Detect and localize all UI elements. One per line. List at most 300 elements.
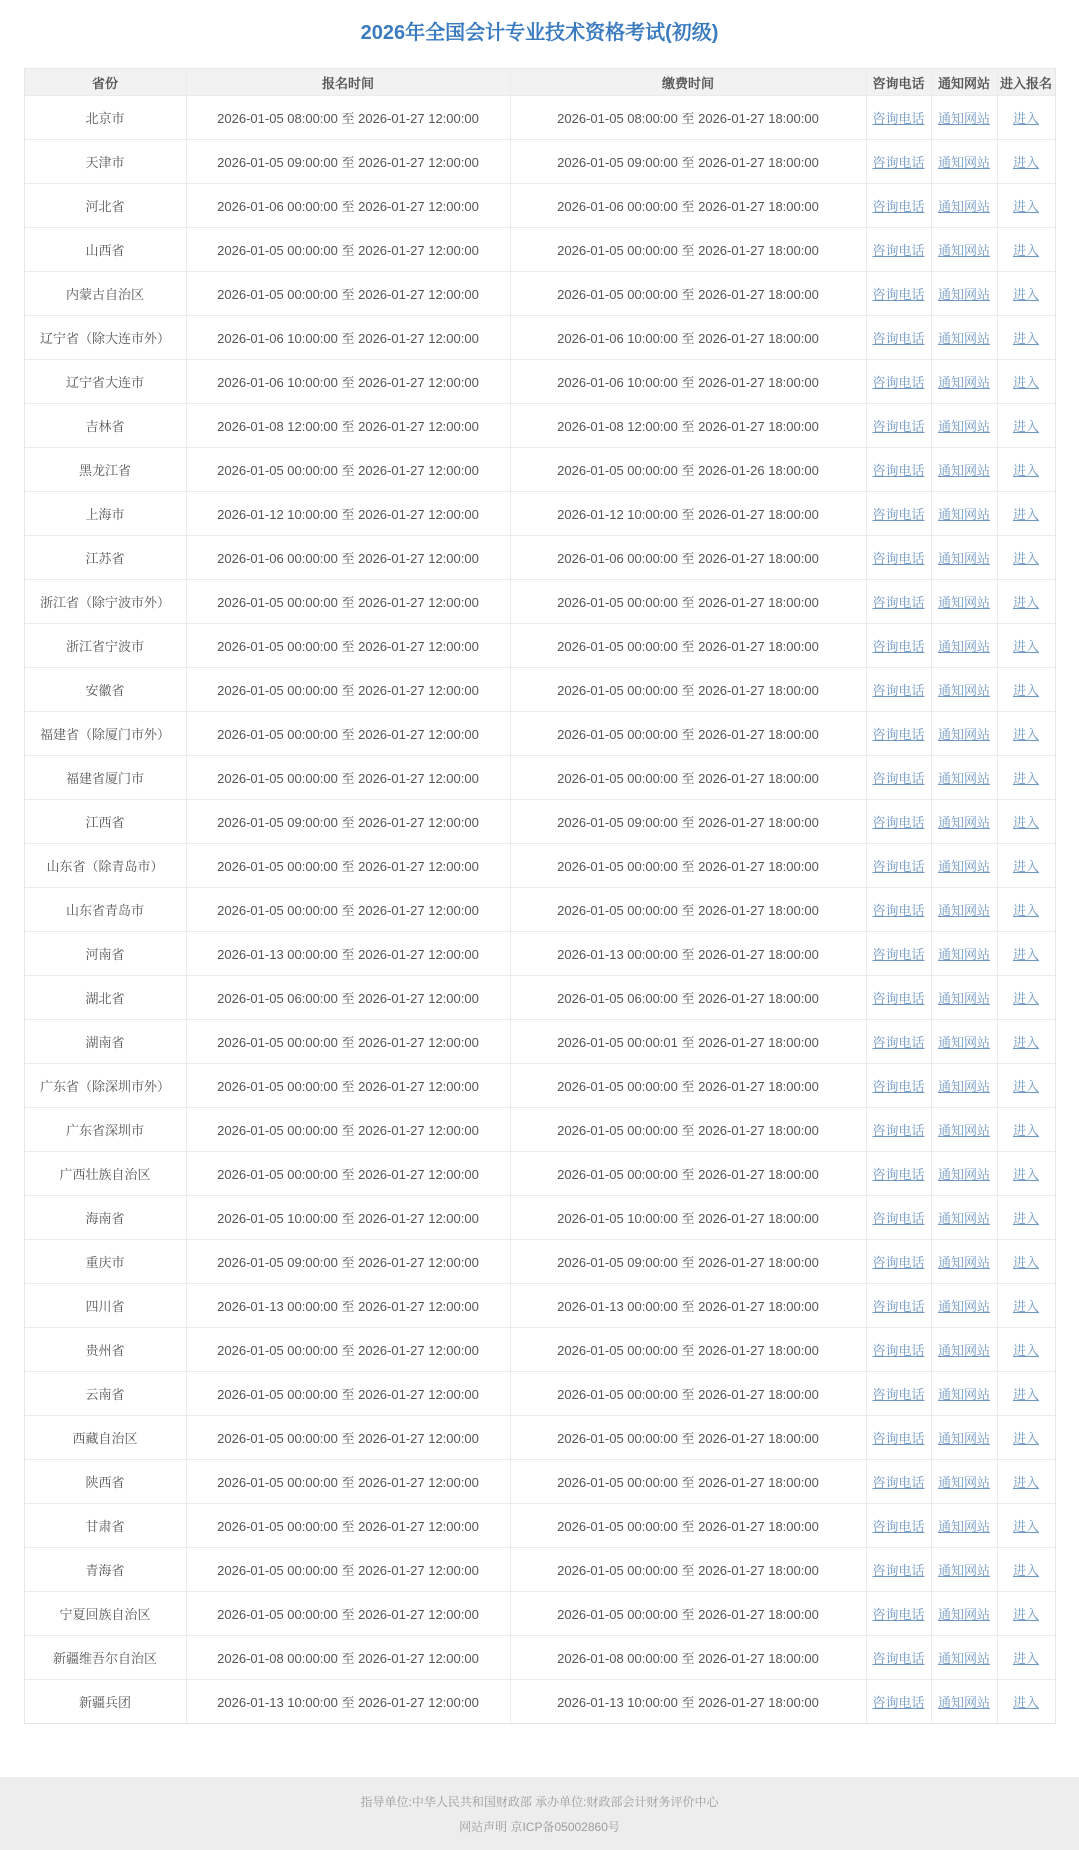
consult-phone-link[interactable]: 咨询电话	[872, 1431, 925, 1446]
payment-time-cell: 2026-01-05 00:00:00 至 2026-01-27 18:00:00	[511, 668, 867, 711]
notice-website-link[interactable]: 通知网站	[937, 507, 990, 522]
enter-registration-link[interactable]: 进入	[1012, 1475, 1039, 1490]
table-row	[25, 931, 1055, 975]
notice-website-link[interactable]: 通知网站	[937, 991, 990, 1006]
notice-website-link[interactable]: 通知网站	[937, 1695, 990, 1710]
enter-registration-link[interactable]: 进入	[1012, 243, 1039, 258]
consult-phone-link[interactable]: 咨询电话	[872, 111, 925, 126]
province-cell: 河南省	[25, 932, 187, 975]
consult-phone-link[interactable]: 咨询电话	[872, 287, 925, 302]
payment-time-cell: 2026-01-08 00:00:00 至 2026-01-27 18:00:00	[511, 1636, 867, 1679]
table-row	[25, 535, 1055, 579]
enter-registration-link-cell	[998, 1680, 1055, 1723]
consult-phone-link[interactable]: 咨询电话	[872, 463, 925, 478]
enter-registration-link[interactable]: 进入	[1012, 1299, 1039, 1314]
enter-registration-link-cell	[998, 1020, 1055, 1063]
table-row	[25, 139, 1055, 183]
registration-time-cell: 2026-01-05 00:00:00 至 2026-01-27 12:00:00	[187, 624, 511, 667]
notice-website-link-cell	[932, 976, 998, 1019]
table-body	[25, 95, 1055, 1723]
registration-time-cell: 2026-01-05 00:00:00 至 2026-01-27 12:00:00	[187, 228, 511, 271]
notice-website-link-cell	[932, 1240, 998, 1283]
notice-website-link[interactable]: 通知网站	[937, 1651, 990, 1666]
enter-registration-link-cell	[998, 492, 1055, 535]
payment-time-cell: 2026-01-12 10:00:00 至 2026-01-27 18:00:00	[511, 492, 867, 535]
notice-website-link[interactable]: 通知网站	[937, 463, 990, 478]
consult-phone-link[interactable]: 咨询电话	[872, 1299, 925, 1314]
province-cell: 四川省	[25, 1284, 187, 1327]
enter-registration-link[interactable]: 进入	[1012, 551, 1039, 566]
notice-website-link[interactable]: 通知网站	[937, 287, 990, 302]
registration-time-cell: 2026-01-05 00:00:00 至 2026-01-27 12:00:00	[187, 272, 511, 315]
consult-phone-link[interactable]: 咨询电话	[872, 595, 925, 610]
notice-website-link-cell	[932, 1680, 998, 1723]
table-row	[25, 1547, 1055, 1591]
enter-registration-link[interactable]: 进入	[1012, 1255, 1039, 1270]
consult-phone-link-cell	[867, 272, 932, 315]
consult-phone-link-cell	[867, 184, 932, 227]
consult-phone-link-cell	[867, 1240, 932, 1283]
notice-website-link-cell	[932, 1196, 998, 1239]
consult-phone-link[interactable]: 咨询电话	[872, 155, 925, 170]
payment-time-cell: 2026-01-05 00:00:00 至 2026-01-27 18:00:00	[511, 1328, 867, 1371]
consult-phone-link[interactable]: 咨询电话	[872, 1035, 925, 1050]
registration-time-cell: 2026-01-05 00:00:00 至 2026-01-27 12:00:00	[187, 1328, 511, 1371]
consult-phone-link-cell	[867, 448, 932, 491]
site-statement-link[interactable]: 网站声明	[459, 1820, 508, 1834]
table-row	[25, 1151, 1055, 1195]
consult-phone-link-cell	[867, 1372, 932, 1415]
consult-phone-link[interactable]: 咨询电话	[872, 199, 925, 214]
table-header-row	[25, 69, 1055, 95]
province-cell: 北京市	[25, 96, 187, 139]
payment-time-cell: 2026-01-05 00:00:00 至 2026-01-27 18:00:00	[511, 1592, 867, 1635]
notice-website-link-cell	[932, 1328, 998, 1371]
header-notice-site: 通知网站	[932, 69, 998, 95]
header-registration: 报名时间	[187, 69, 511, 95]
province-cell: 山东省青岛市	[25, 888, 187, 931]
consult-phone-link-cell	[867, 756, 932, 799]
notice-website-link-cell	[932, 184, 998, 227]
registration-time-cell: 2026-01-05 00:00:00 至 2026-01-27 12:00:00	[187, 1416, 511, 1459]
consult-phone-link-cell	[867, 1504, 932, 1547]
notice-website-link[interactable]: 通知网站	[937, 1563, 990, 1578]
table-row	[25, 1019, 1055, 1063]
enter-registration-link[interactable]: 进入	[1012, 1563, 1039, 1578]
consult-phone-link[interactable]: 咨询电话	[872, 727, 925, 742]
consult-phone-link[interactable]: 咨询电话	[872, 1651, 925, 1666]
notice-website-link[interactable]: 通知网站	[937, 243, 990, 258]
consult-phone-link-cell	[867, 1064, 932, 1107]
enter-registration-link[interactable]: 进入	[1012, 1211, 1039, 1226]
province-cell: 广东省深圳市	[25, 1108, 187, 1151]
notice-website-link-cell	[932, 624, 998, 667]
notice-website-link-cell	[932, 932, 998, 975]
notice-website-link[interactable]: 通知网站	[937, 419, 990, 434]
enter-registration-link[interactable]: 进入	[1012, 595, 1039, 610]
enter-registration-link[interactable]: 进入	[1012, 155, 1039, 170]
table-row	[25, 1503, 1055, 1547]
notice-website-link[interactable]: 通知网站	[937, 1255, 990, 1270]
consult-phone-link-cell	[867, 888, 932, 931]
table-row	[25, 975, 1055, 1019]
consult-phone-link[interactable]: 咨询电话	[872, 1343, 925, 1358]
registration-time-cell: 2026-01-05 00:00:00 至 2026-01-27 12:00:00	[187, 580, 511, 623]
registration-time-cell: 2026-01-05 00:00:00 至 2026-01-27 12:00:00	[187, 1592, 511, 1635]
province-cell: 河北省	[25, 184, 187, 227]
notice-website-link-cell	[932, 140, 998, 183]
enter-registration-link[interactable]: 进入	[1012, 1651, 1039, 1666]
registration-time-cell: 2026-01-05 00:00:00 至 2026-01-27 12:00:00	[187, 1152, 511, 1195]
province-cell: 广东省（除深圳市外）	[25, 1064, 187, 1107]
notice-website-link-cell	[932, 1416, 998, 1459]
consult-phone-link-cell	[867, 536, 932, 579]
province-cell: 江苏省	[25, 536, 187, 579]
table-row	[25, 1195, 1055, 1239]
consult-phone-link-cell	[867, 1328, 932, 1371]
enter-registration-link-cell	[998, 712, 1055, 755]
payment-time-cell: 2026-01-05 09:00:00 至 2026-01-27 18:00:00	[511, 800, 867, 843]
table-row	[25, 1459, 1055, 1503]
notice-website-link[interactable]: 通知网站	[937, 1211, 990, 1226]
payment-time-cell: 2026-01-05 00:00:00 至 2026-01-27 18:00:00	[511, 844, 867, 887]
consult-phone-link-cell	[867, 96, 932, 139]
notice-website-link[interactable]: 通知网站	[937, 1035, 990, 1050]
enter-registration-link-cell	[998, 932, 1055, 975]
consult-phone-link[interactable]: 咨询电话	[872, 551, 925, 566]
enter-registration-link-cell	[998, 1108, 1055, 1151]
enter-registration-link[interactable]: 进入	[1012, 903, 1039, 918]
consult-phone-link[interactable]: 咨询电话	[872, 683, 925, 698]
enter-registration-link-cell	[998, 1504, 1055, 1547]
payment-time-cell: 2026-01-05 00:00:00 至 2026-01-27 18:00:00	[511, 1548, 867, 1591]
enter-registration-link-cell	[998, 1152, 1055, 1195]
table-row	[25, 1635, 1055, 1679]
notice-website-link-cell	[932, 800, 998, 843]
table-row	[25, 491, 1055, 535]
payment-time-cell: 2026-01-05 00:00:00 至 2026-01-27 18:00:00	[511, 712, 867, 755]
province-cell: 上海市	[25, 492, 187, 535]
payment-time-cell: 2026-01-05 00:00:00 至 2026-01-27 18:00:00	[511, 228, 867, 271]
consult-phone-link-cell	[867, 1592, 932, 1635]
notice-website-link-cell	[932, 668, 998, 711]
notice-website-link[interactable]: 通知网站	[937, 1079, 990, 1094]
enter-registration-link[interactable]: 进入	[1012, 771, 1039, 786]
footer-units-line: 指导单位:中华人民共和国财政部 承办单位:财政部会计财务评价中心	[360, 1795, 719, 1809]
consult-phone-link-cell	[867, 932, 932, 975]
notice-website-link-cell	[932, 360, 998, 403]
notice-website-link[interactable]: 通知网站	[937, 639, 990, 654]
enter-registration-link-cell	[998, 184, 1055, 227]
notice-website-link[interactable]: 通知网站	[937, 375, 990, 390]
province-cell: 安徽省	[25, 668, 187, 711]
notice-website-link[interactable]: 通知网站	[937, 595, 990, 610]
notice-website-link-cell	[932, 272, 998, 315]
payment-time-cell: 2026-01-05 08:00:00 至 2026-01-27 18:00:00	[511, 96, 867, 139]
consult-phone-link[interactable]: 咨询电话	[872, 375, 925, 390]
enter-registration-link[interactable]: 进入	[1012, 1035, 1039, 1050]
table-row	[25, 623, 1055, 667]
consult-phone-link-cell	[867, 1196, 932, 1239]
registration-time-cell: 2026-01-05 00:00:00 至 2026-01-27 12:00:00	[187, 712, 511, 755]
enter-registration-link[interactable]: 进入	[1012, 1343, 1039, 1358]
payment-time-cell: 2026-01-05 00:00:00 至 2026-01-27 18:00:00	[511, 1108, 867, 1151]
consult-phone-link-cell	[867, 580, 932, 623]
notice-website-link[interactable]: 通知网站	[937, 859, 990, 874]
registration-time-cell: 2026-01-05 10:00:00 至 2026-01-27 12:00:00	[187, 1196, 511, 1239]
notice-website-link[interactable]: 通知网站	[937, 1431, 990, 1446]
table-row	[25, 227, 1055, 271]
enter-registration-link-cell	[998, 800, 1055, 843]
consult-phone-link-cell	[867, 492, 932, 535]
consult-phone-link[interactable]: 咨询电话	[872, 1079, 925, 1094]
consult-phone-link[interactable]: 咨询电话	[872, 1123, 925, 1138]
table-row	[25, 95, 1055, 139]
province-cell: 浙江省宁波市	[25, 624, 187, 667]
province-cell: 浙江省（除宁波市外）	[25, 580, 187, 623]
notice-website-link-cell	[932, 228, 998, 271]
enter-registration-link[interactable]: 进入	[1012, 1079, 1039, 1094]
enter-registration-link[interactable]: 进入	[1012, 1695, 1039, 1710]
payment-time-cell: 2026-01-05 00:00:01 至 2026-01-27 18:00:00	[511, 1020, 867, 1063]
consult-phone-link-cell	[867, 228, 932, 271]
enter-registration-link[interactable]: 进入	[1012, 947, 1039, 962]
table-row	[25, 711, 1055, 755]
notice-website-link-cell	[932, 756, 998, 799]
consult-phone-link-cell	[867, 1152, 932, 1195]
notice-website-link-cell	[932, 536, 998, 579]
enter-registration-link[interactable]: 进入	[1012, 1431, 1039, 1446]
payment-time-cell: 2026-01-05 09:00:00 至 2026-01-27 18:00:00	[511, 1240, 867, 1283]
registration-time-cell: 2026-01-05 00:00:00 至 2026-01-27 12:00:00	[187, 1372, 511, 1415]
consult-phone-link-cell	[867, 1108, 932, 1151]
consult-phone-link[interactable]: 咨询电话	[872, 1695, 925, 1710]
notice-website-link[interactable]: 通知网站	[937, 683, 990, 698]
enter-registration-link[interactable]: 进入	[1012, 111, 1039, 126]
province-cell: 宁夏回族自治区	[25, 1592, 187, 1635]
enter-registration-link[interactable]: 进入	[1012, 1607, 1039, 1622]
enter-registration-link-cell	[998, 140, 1055, 183]
exam-table	[24, 68, 1056, 1724]
footer-legal-line	[0, 1815, 1079, 1840]
province-cell: 湖南省	[25, 1020, 187, 1063]
payment-time-cell: 2026-01-05 09:00:00 至 2026-01-27 18:00:00	[511, 140, 867, 183]
table-row	[25, 315, 1055, 359]
registration-time-cell: 2026-01-05 00:00:00 至 2026-01-27 12:00:00	[187, 888, 511, 931]
province-cell: 西藏自治区	[25, 1416, 187, 1459]
enter-registration-link[interactable]: 进入	[1012, 287, 1039, 302]
consult-phone-link[interactable]: 咨询电话	[872, 903, 925, 918]
table-row	[25, 1327, 1055, 1371]
payment-time-cell: 2026-01-13 10:00:00 至 2026-01-27 18:00:00	[511, 1680, 867, 1723]
notice-website-link[interactable]: 通知网站	[937, 771, 990, 786]
province-cell: 黑龙江省	[25, 448, 187, 491]
enter-registration-link-cell	[998, 756, 1055, 799]
table-row	[25, 579, 1055, 623]
notice-website-link[interactable]: 通知网站	[937, 1123, 990, 1138]
enter-registration-link-cell	[998, 1328, 1055, 1371]
consult-phone-link[interactable]: 咨询电话	[872, 1211, 925, 1226]
enter-registration-link[interactable]: 进入	[1012, 859, 1039, 874]
consult-phone-link[interactable]: 咨询电话	[872, 419, 925, 434]
consult-phone-link[interactable]: 咨询电话	[872, 1519, 925, 1534]
consult-phone-link-cell	[867, 1680, 932, 1723]
registration-time-cell: 2026-01-05 09:00:00 至 2026-01-27 12:00:00	[187, 800, 511, 843]
province-cell: 江西省	[25, 800, 187, 843]
notice-website-link-cell	[932, 580, 998, 623]
registration-time-cell: 2026-01-05 09:00:00 至 2026-01-27 12:00:00	[187, 1240, 511, 1283]
enter-registration-link[interactable]: 进入	[1012, 199, 1039, 214]
table-row	[25, 447, 1055, 491]
table-row	[25, 271, 1055, 315]
consult-phone-link-cell	[867, 360, 932, 403]
payment-time-cell: 2026-01-06 00:00:00 至 2026-01-27 18:00:00	[511, 536, 867, 579]
notice-website-link[interactable]: 通知网站	[937, 1167, 990, 1182]
enter-registration-link[interactable]: 进入	[1012, 1167, 1039, 1182]
page-footer	[0, 1777, 1079, 1850]
enter-registration-link[interactable]: 进入	[1012, 1387, 1039, 1402]
notice-website-link-cell	[932, 404, 998, 447]
payment-time-cell: 2026-01-05 00:00:00 至 2026-01-27 18:00:00	[511, 272, 867, 315]
notice-website-link-cell	[932, 1636, 998, 1679]
payment-time-cell: 2026-01-05 00:00:00 至 2026-01-27 18:00:00	[511, 1064, 867, 1107]
province-cell: 内蒙古自治区	[25, 272, 187, 315]
payment-time-cell: 2026-01-05 06:00:00 至 2026-01-27 18:00:00	[511, 976, 867, 1019]
notice-website-link[interactable]: 通知网站	[937, 1475, 990, 1490]
notice-website-link[interactable]: 通知网站	[937, 1387, 990, 1402]
province-cell: 青海省	[25, 1548, 187, 1591]
header-province: 省份	[25, 69, 187, 95]
consult-phone-link[interactable]: 咨询电话	[872, 639, 925, 654]
province-cell: 云南省	[25, 1372, 187, 1415]
table-row	[25, 887, 1055, 931]
enter-registration-link[interactable]: 进入	[1012, 419, 1039, 434]
consult-phone-link[interactable]: 咨询电话	[872, 991, 925, 1006]
enter-registration-link[interactable]: 进入	[1012, 991, 1039, 1006]
enter-registration-link-cell	[998, 1240, 1055, 1283]
payment-time-cell: 2026-01-06 00:00:00 至 2026-01-27 18:00:00	[511, 184, 867, 227]
registration-time-cell: 2026-01-06 00:00:00 至 2026-01-27 12:00:00	[187, 536, 511, 579]
notice-website-link-cell	[932, 1152, 998, 1195]
table-row	[25, 667, 1055, 711]
notice-website-link[interactable]: 通知网站	[937, 903, 990, 918]
notice-website-link[interactable]: 通知网站	[937, 155, 990, 170]
registration-time-cell: 2026-01-12 10:00:00 至 2026-01-27 12:00:00	[187, 492, 511, 535]
consult-phone-link-cell	[867, 1416, 932, 1459]
consult-phone-link[interactable]: 咨询电话	[872, 947, 925, 962]
consult-phone-link[interactable]: 咨询电话	[872, 1607, 925, 1622]
registration-time-cell: 2026-01-08 00:00:00 至 2026-01-27 12:00:00	[187, 1636, 511, 1679]
notice-website-link-cell	[932, 1020, 998, 1063]
table-row	[25, 1679, 1055, 1723]
payment-time-cell: 2026-01-06 10:00:00 至 2026-01-27 18:00:00	[511, 360, 867, 403]
registration-time-cell: 2026-01-13 00:00:00 至 2026-01-27 12:00:00	[187, 1284, 511, 1327]
enter-registration-link[interactable]: 进入	[1012, 375, 1039, 390]
province-cell: 天津市	[25, 140, 187, 183]
table-row	[25, 359, 1055, 403]
consult-phone-link-cell	[867, 1284, 932, 1327]
registration-time-cell: 2026-01-05 00:00:00 至 2026-01-27 12:00:00	[187, 1020, 511, 1063]
province-cell: 新疆兵团	[25, 1680, 187, 1723]
province-cell: 辽宁省（除大连市外）	[25, 316, 187, 359]
consult-phone-link[interactable]: 咨询电话	[872, 815, 925, 830]
payment-time-cell: 2026-01-05 00:00:00 至 2026-01-27 18:00:00	[511, 888, 867, 931]
province-cell: 甘肃省	[25, 1504, 187, 1547]
notice-website-link[interactable]: 通知网站	[937, 1519, 990, 1534]
table-row	[25, 1063, 1055, 1107]
consult-phone-link[interactable]: 咨询电话	[872, 243, 925, 258]
notice-website-link-cell	[932, 1284, 998, 1327]
consult-phone-link[interactable]: 咨询电话	[872, 1167, 925, 1182]
enter-registration-link-cell	[998, 1636, 1055, 1679]
payment-time-cell: 2026-01-05 00:00:00 至 2026-01-27 18:00:00	[511, 1460, 867, 1503]
consult-phone-link[interactable]: 咨询电话	[872, 507, 925, 522]
notice-website-link[interactable]: 通知网站	[937, 331, 990, 346]
enter-registration-link-cell	[998, 448, 1055, 491]
enter-registration-link[interactable]: 进入	[1012, 331, 1039, 346]
notice-website-link[interactable]: 通知网站	[937, 551, 990, 566]
enter-registration-link-cell	[998, 668, 1055, 711]
consult-phone-link[interactable]: 咨询电话	[872, 1563, 925, 1578]
notice-website-link[interactable]: 通知网站	[937, 1343, 990, 1358]
enter-registration-link[interactable]: 进入	[1012, 815, 1039, 830]
notice-website-link[interactable]: 通知网站	[937, 727, 990, 742]
notice-website-link[interactable]: 通知网站	[937, 815, 990, 830]
enter-registration-link[interactable]: 进入	[1012, 683, 1039, 698]
consult-phone-link[interactable]: 咨询电话	[872, 859, 925, 874]
enter-registration-link-cell	[998, 888, 1055, 931]
enter-registration-link-cell	[998, 96, 1055, 139]
enter-registration-link[interactable]: 进入	[1012, 1519, 1039, 1534]
notice-website-link-cell	[932, 316, 998, 359]
notice-website-link[interactable]: 通知网站	[937, 947, 990, 962]
payment-time-cell: 2026-01-05 00:00:00 至 2026-01-27 18:00:00	[511, 1152, 867, 1195]
enter-registration-link[interactable]: 进入	[1012, 727, 1039, 742]
enter-registration-link-cell	[998, 1284, 1055, 1327]
consult-phone-link[interactable]: 咨询电话	[872, 1387, 925, 1402]
registration-time-cell: 2026-01-13 10:00:00 至 2026-01-27 12:00:00	[187, 1680, 511, 1723]
province-cell: 辽宁省大连市	[25, 360, 187, 403]
registration-time-cell: 2026-01-08 12:00:00 至 2026-01-27 12:00:00	[187, 404, 511, 447]
province-cell: 福建省厦门市	[25, 756, 187, 799]
enter-registration-link-cell	[998, 1460, 1055, 1503]
enter-registration-link[interactable]: 进入	[1012, 507, 1039, 522]
enter-registration-link-cell	[998, 1196, 1055, 1239]
registration-time-cell: 2026-01-05 00:00:00 至 2026-01-27 12:00:00	[187, 1504, 511, 1547]
table-row	[25, 183, 1055, 227]
registration-time-cell: 2026-01-13 00:00:00 至 2026-01-27 12:00:00	[187, 932, 511, 975]
payment-time-cell: 2026-01-06 10:00:00 至 2026-01-27 18:00:00	[511, 316, 867, 359]
consult-phone-link-cell	[867, 1548, 932, 1591]
consult-phone-link[interactable]: 咨询电话	[872, 331, 925, 346]
registration-time-cell: 2026-01-05 00:00:00 至 2026-01-27 12:00:00	[187, 1548, 511, 1591]
enter-registration-link[interactable]: 进入	[1012, 639, 1039, 654]
enter-registration-link[interactable]: 进入	[1012, 463, 1039, 478]
notice-website-link[interactable]: 通知网站	[937, 1299, 990, 1314]
consult-phone-link[interactable]: 咨询电话	[872, 1255, 925, 1270]
notice-website-link[interactable]: 通知网站	[937, 1607, 990, 1622]
payment-time-cell: 2026-01-13 00:00:00 至 2026-01-27 18:00:00	[511, 932, 867, 975]
notice-website-link[interactable]: 通知网站	[937, 199, 990, 214]
consult-phone-link-cell	[867, 668, 932, 711]
consult-phone-link[interactable]: 咨询电话	[872, 771, 925, 786]
province-cell: 新疆维吾尔自治区	[25, 1636, 187, 1679]
consult-phone-link[interactable]: 咨询电话	[872, 1475, 925, 1490]
enter-registration-link[interactable]: 进入	[1012, 1123, 1039, 1138]
notice-website-link-cell	[932, 844, 998, 887]
consult-phone-link-cell	[867, 1636, 932, 1679]
notice-website-link[interactable]: 通知网站	[937, 111, 990, 126]
